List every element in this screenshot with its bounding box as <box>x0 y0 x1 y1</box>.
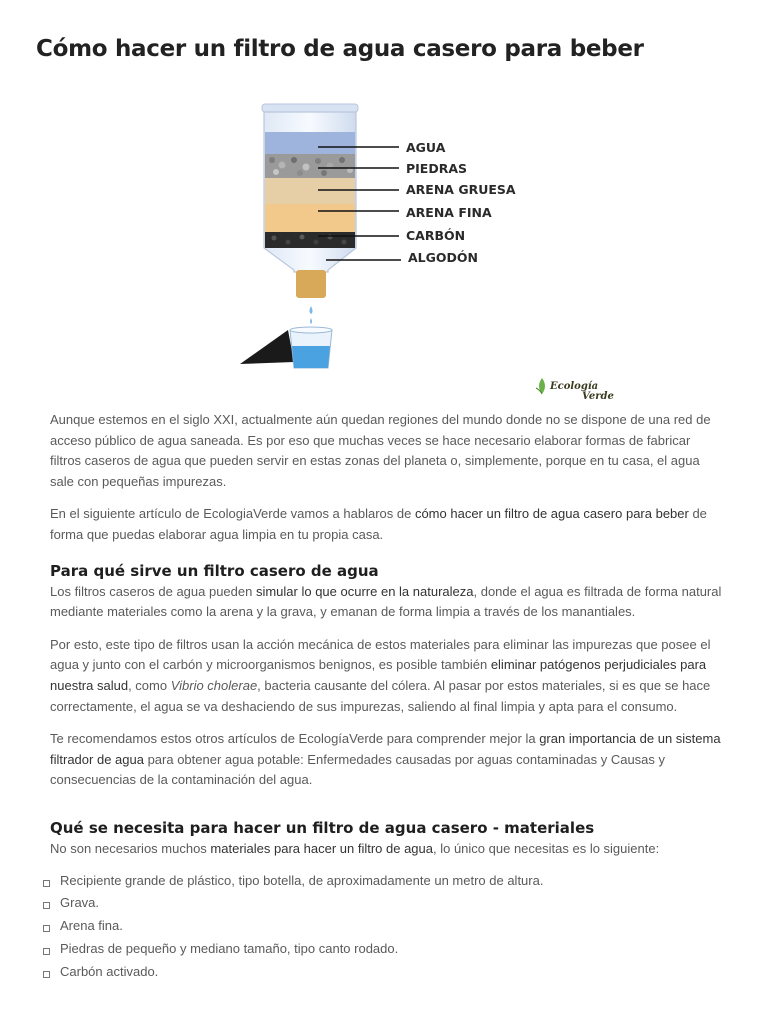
label-agua: AGUA <box>406 140 446 155</box>
list-item: Recipiente grande de plástico, tipo botella, de aproximadamente un metro de altura. <box>50 870 722 893</box>
link-simulate-nature[interactable]: simular lo que ocurre en la naturaleza <box>255 583 474 599</box>
article-title: Cómo hacer un filtro de agua casero para beber <box>36 36 644 62</box>
filter-illustration <box>236 100 626 405</box>
link-filter-importance[interactable]: gran importancia de un sistema filtrador de agua <box>50 731 721 767</box>
checkbox-bullet-icon <box>43 925 50 932</box>
intro-paragraph-1: Aunque estemos en el siglo XXI, actualmente aún quedan regiones del mundo donde no se dispone de una red de acceso público de agua saneada. Es por eso que muchas veces se hace necesario elaborar formas de fabricar filtros caseros de agua que pueden servir en estas zonas del planeta o, simplemente, porque en tu casa, el agua sale con pequeñas impurezas. <box>50 412 711 489</box>
label-carbon: CARBÓN <box>406 228 466 243</box>
layer-fine-sand <box>265 204 355 232</box>
link-how-to-make-filter[interactable]: cómo hacer un filtro de agua casero para beber <box>414 506 689 522</box>
article-body <box>50 410 722 983</box>
checkbox-bullet-icon <box>43 948 50 955</box>
list-item: Arena fina. <box>50 915 722 938</box>
layer-cotton <box>296 270 326 298</box>
cup-rim <box>290 327 332 333</box>
section-heading-purpose: Para qué sirve un filtro casero de agua <box>50 561 379 580</box>
label-arena-fina: ARENA FINA <box>406 205 492 220</box>
cup-shadow <box>240 330 294 364</box>
purpose-paragraph-1: Los filtros caseros de agua pueden simular lo que ocurre en la naturaleza, donde el agua es filtrada de forma natural mediante materiales como la arena y la grava, y emanan de forma limpia a través de los manantiales. <box>50 583 722 620</box>
label-arena-gruesa: ARENA GRUESA <box>406 182 516 197</box>
layer-coarse-sand <box>265 178 355 204</box>
label-piedras: PIEDRAS <box>406 161 468 176</box>
link-eliminate-pathogens[interactable]: eliminar patógenos perjudiciales para nuestra salud <box>50 657 707 693</box>
link-filter-materials[interactable]: materiales para hacer un filtro de agua <box>210 840 433 856</box>
bottle-top <box>262 104 358 112</box>
purpose-paragraph-3: Te recomendamos estos otros artículos de EcologíaVerde para comprender mejor la gran importancia de un sistema filtrador de agua para obtener agua potable: Enfermedades causadas por aguas contaminadas y Causas y consecuencias de la contaminación del agua. <box>50 731 721 788</box>
section-heading-materials: Qué se necesita para hacer un filtro de agua casero - materiales <box>50 818 595 837</box>
layer-water <box>265 132 355 154</box>
list-item: Piedras de pequeño y mediano tamaño, tipo canto rodado. <box>50 938 722 961</box>
materials-list <box>50 870 722 984</box>
cup-water <box>292 346 330 368</box>
water-drop <box>310 306 313 314</box>
label-algodon: ALGODÓN <box>408 250 478 265</box>
ecologia-verde-logo <box>536 378 614 402</box>
list-item: Grava. <box>50 892 722 915</box>
water-drop <box>310 318 312 324</box>
intro-paragraph-2: En el siguiente artículo de EcologiaVerde vamos a hablaros de cómo hacer un filtro de agua casero para beber de forma que puedas elaborar agua limpia en tu propia casa. <box>50 506 707 542</box>
checkbox-bullet-icon <box>43 971 50 978</box>
list-item: Carbón activado. <box>50 961 722 984</box>
logo-line2: Verde <box>582 391 614 402</box>
purpose-paragraph-2: Por esto, este tipo de filtros usan la acción mecánica de estos materiales para eliminar las impurezas que posee el agua y junto con el carbón y microorganismos benignos, es posible también eliminar patógenos perjudiciales para nuestra salud, como Vibrio cholerae, bacteria causante del cólera. Al pasar por estos materiales, si es que se hace correctamente, el agua se va deshaciendo de sus impurezas, saliendo al final limpia y apta para el consumo. <box>50 636 711 714</box>
layer-carbon <box>265 232 355 248</box>
logo-line1: Ecología <box>550 381 599 392</box>
checkbox-bullet-icon <box>43 880 50 887</box>
materials-paragraph: No son necesarios muchos materiales para hacer un filtro de agua, lo único que necesitas es lo siguiente: <box>50 840 660 856</box>
checkbox-bullet-icon <box>43 902 50 909</box>
water-filter-diagram <box>236 100 626 405</box>
